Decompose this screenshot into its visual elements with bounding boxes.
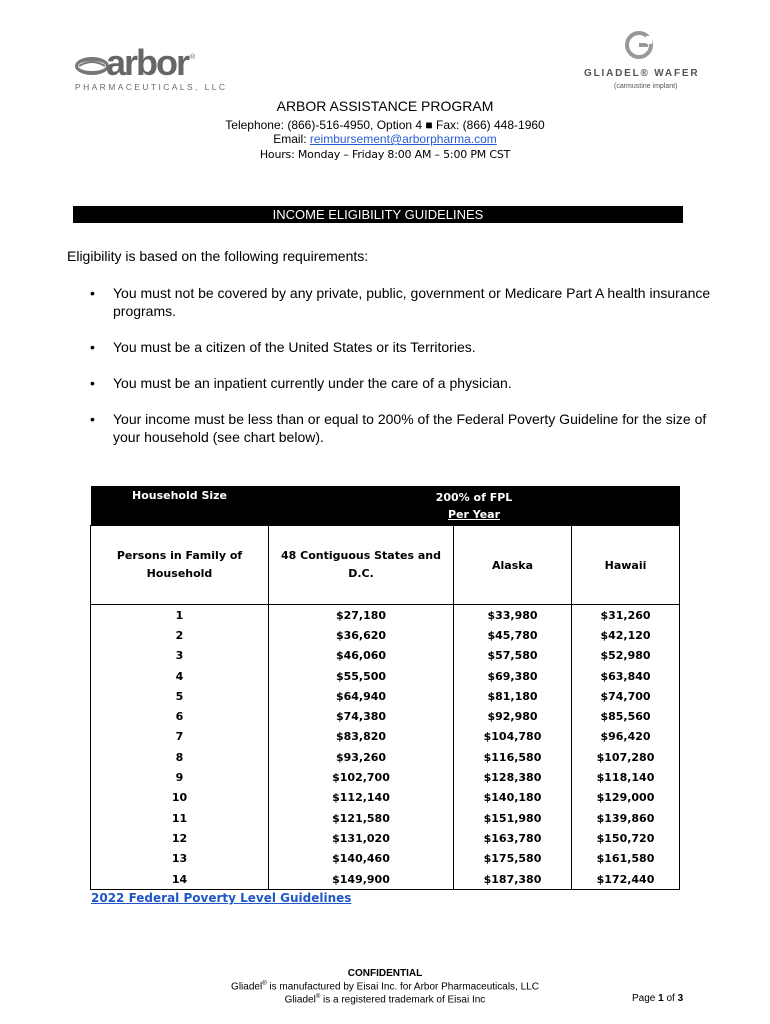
table-row [91, 808, 680, 828]
table-cell: $74,380 [269, 706, 454, 726]
table-subheader-row [91, 526, 680, 605]
program-title: ARBOR ASSISTANCE PROGRAM [276, 98, 494, 114]
table-row [91, 646, 680, 666]
table-cell: $85,560 [572, 706, 680, 726]
table-cell: $129,000 [572, 788, 680, 808]
table-cell: $112,140 [269, 788, 454, 808]
table-cell: $96,420 [572, 727, 680, 747]
footer-brand: Gliadel [284, 994, 316, 1006]
gliadel-name: GLIADEL® WAFER [584, 68, 700, 79]
table-cell: $140,180 [454, 788, 572, 808]
table-cell: 1 [91, 605, 269, 626]
footer-text: is a registered trademark of Eisai Inc [320, 994, 486, 1006]
table-row [91, 605, 680, 626]
table-cell: $57,580 [454, 646, 572, 666]
fpl-guidelines-link[interactable]: 2022 Federal Poverty Level Guidelines [91, 891, 352, 905]
footer-reg: ® [262, 981, 267, 987]
table-cell: $52,980 [572, 646, 680, 666]
table-row [91, 747, 680, 767]
table-cell: $83,820 [269, 727, 454, 747]
table-cell: $45,780 [454, 625, 572, 645]
email-line [0, 132, 770, 146]
header-fpl-title: 200% of FPL [435, 491, 513, 504]
table-cell: $36,620 [269, 625, 454, 645]
eligibility-intro: Eligibility is based on the following requirements: [67, 248, 369, 264]
table-cell: 7 [91, 727, 269, 747]
bullet-dot-icon: • [90, 375, 95, 391]
email-link[interactable]: reimbursement@arborpharma.com [309, 132, 497, 146]
table-cell: $161,580 [572, 849, 680, 869]
table-row [91, 727, 680, 747]
table-cell: $121,580 [269, 808, 454, 828]
table-row [91, 666, 680, 686]
table-cell: 3 [91, 646, 269, 666]
page-current: 1 [658, 993, 664, 1004]
table-cell: $102,700 [269, 767, 454, 787]
table-cell: $63,840 [572, 666, 680, 686]
header-per-year: Per Year [447, 508, 501, 521]
page-total: 3 [677, 993, 684, 1004]
bullet-dot-icon: • [90, 339, 95, 355]
table-row [91, 849, 680, 869]
bullet-text: Your income must be less than or equal to 200% of the Federal Poverty Guideline for the size of your household (see chart below). [113, 411, 707, 445]
table-cell: $118,140 [572, 767, 680, 787]
section-title-bar: INCOME ELIGIBILITY GUIDELINES [73, 206, 683, 223]
table-cell: $172,440 [572, 869, 680, 890]
table-cell: $64,940 [269, 686, 454, 706]
table-cell: $116,580 [454, 747, 572, 767]
col-header-contiguous: 48 Contiguous States and D.C. [269, 526, 454, 605]
table-cell: $150,720 [572, 828, 680, 848]
email-label: Email: [273, 132, 310, 146]
bullet-dot-icon: • [90, 285, 95, 301]
table-cell: $139,860 [572, 808, 680, 828]
fpl-income-table [90, 486, 680, 890]
table-cell: $131,020 [269, 828, 454, 848]
header-fpl [269, 486, 680, 526]
table-cell: $33,980 [454, 605, 572, 626]
table-row [91, 686, 680, 706]
table-cell: $74,700 [572, 686, 680, 706]
table-cell: $175,580 [454, 849, 572, 869]
table-row [91, 828, 680, 848]
table-cell: 6 [91, 706, 269, 726]
table-row [91, 767, 680, 787]
table-cell: $128,380 [454, 767, 572, 787]
table-row [91, 788, 680, 808]
col-header-persons: Persons in Family of Household [91, 526, 269, 605]
footer-text: is manufactured by Eisai Inc. for Arbor Pharmaceuticals, LLC [266, 981, 539, 993]
table-cell: $55,500 [269, 666, 454, 686]
arbor-logo [70, 42, 228, 94]
table-cell: $151,980 [454, 808, 572, 828]
table-cell: 13 [91, 849, 269, 869]
arbor-subtitle: PHARMACEUTICALS, LLC [75, 82, 228, 92]
table-cell: 14 [91, 869, 269, 890]
table-cell: $69,380 [454, 666, 572, 686]
table-cell: $140,460 [269, 849, 454, 869]
table-cell: 9 [91, 767, 269, 787]
arbor-leaf-icon [70, 52, 110, 84]
table-cell: 5 [91, 686, 269, 706]
table-cell: 2 [91, 625, 269, 645]
table-header-row [91, 486, 680, 526]
arbor-wordmark: arbor [106, 42, 189, 83]
table-cell: $187,380 [454, 869, 572, 890]
col-header-hawaii: Hawaii [572, 526, 680, 605]
page-number [632, 993, 683, 1004]
table-cell: $104,780 [454, 727, 572, 747]
table-cell: $42,120 [572, 625, 680, 645]
table-cell: $27,180 [269, 605, 454, 626]
table-cell: 10 [91, 788, 269, 808]
hours-line: Hours: Monday – Friday 8:00 AM – 5:00 PM CST [259, 148, 511, 161]
footer-reg: ® [315, 994, 321, 1000]
table-cell: $46,060 [269, 646, 454, 666]
bullet-text: You must be a citizen of the United States or its Territories. [113, 339, 476, 355]
table-cell: $149,900 [269, 869, 454, 890]
table-cell: $31,260 [572, 605, 680, 626]
table-row [91, 706, 680, 726]
gliadel-subtitle: (carmustine implant) [614, 83, 678, 90]
table-cell: $92,980 [454, 706, 572, 726]
table-cell: 12 [91, 828, 269, 848]
table-row [91, 869, 680, 890]
footer-brand: Gliadel [231, 981, 263, 993]
gliadel-g-icon [624, 30, 654, 60]
confidential-label: CONFIDENTIAL [347, 968, 423, 979]
page-prefix: Page [632, 993, 659, 1004]
table-cell: $163,780 [454, 828, 572, 848]
header-household-size: Household Size [91, 486, 269, 526]
table-body [91, 605, 680, 890]
col-header-alaska: Alaska [454, 526, 572, 605]
bullet-dot-icon: • [90, 411, 95, 427]
table-cell: 11 [91, 808, 269, 828]
footer-line-1 [0, 981, 770, 992]
table-cell: $107,280 [572, 747, 680, 767]
table-cell: $93,260 [269, 747, 454, 767]
table-row [91, 625, 680, 645]
gliadel-logo [580, 30, 700, 94]
phone-fax-line: Telephone: (866)-516-4950, Option 4 ■ Fax: (866) 448-1960 [225, 118, 545, 132]
bullet-text: You must not be covered by any private, public, government or Medicare Part A health insurance programs. [113, 285, 711, 319]
bullet-text: You must be an inpatient currently under the care of a physician. [113, 375, 512, 391]
table-cell: $81,180 [454, 686, 572, 706]
page-mid: of [663, 993, 678, 1004]
table-cell: 8 [91, 747, 269, 767]
table-cell: 4 [91, 666, 269, 686]
arbor-reg-mark: ® [190, 54, 196, 61]
